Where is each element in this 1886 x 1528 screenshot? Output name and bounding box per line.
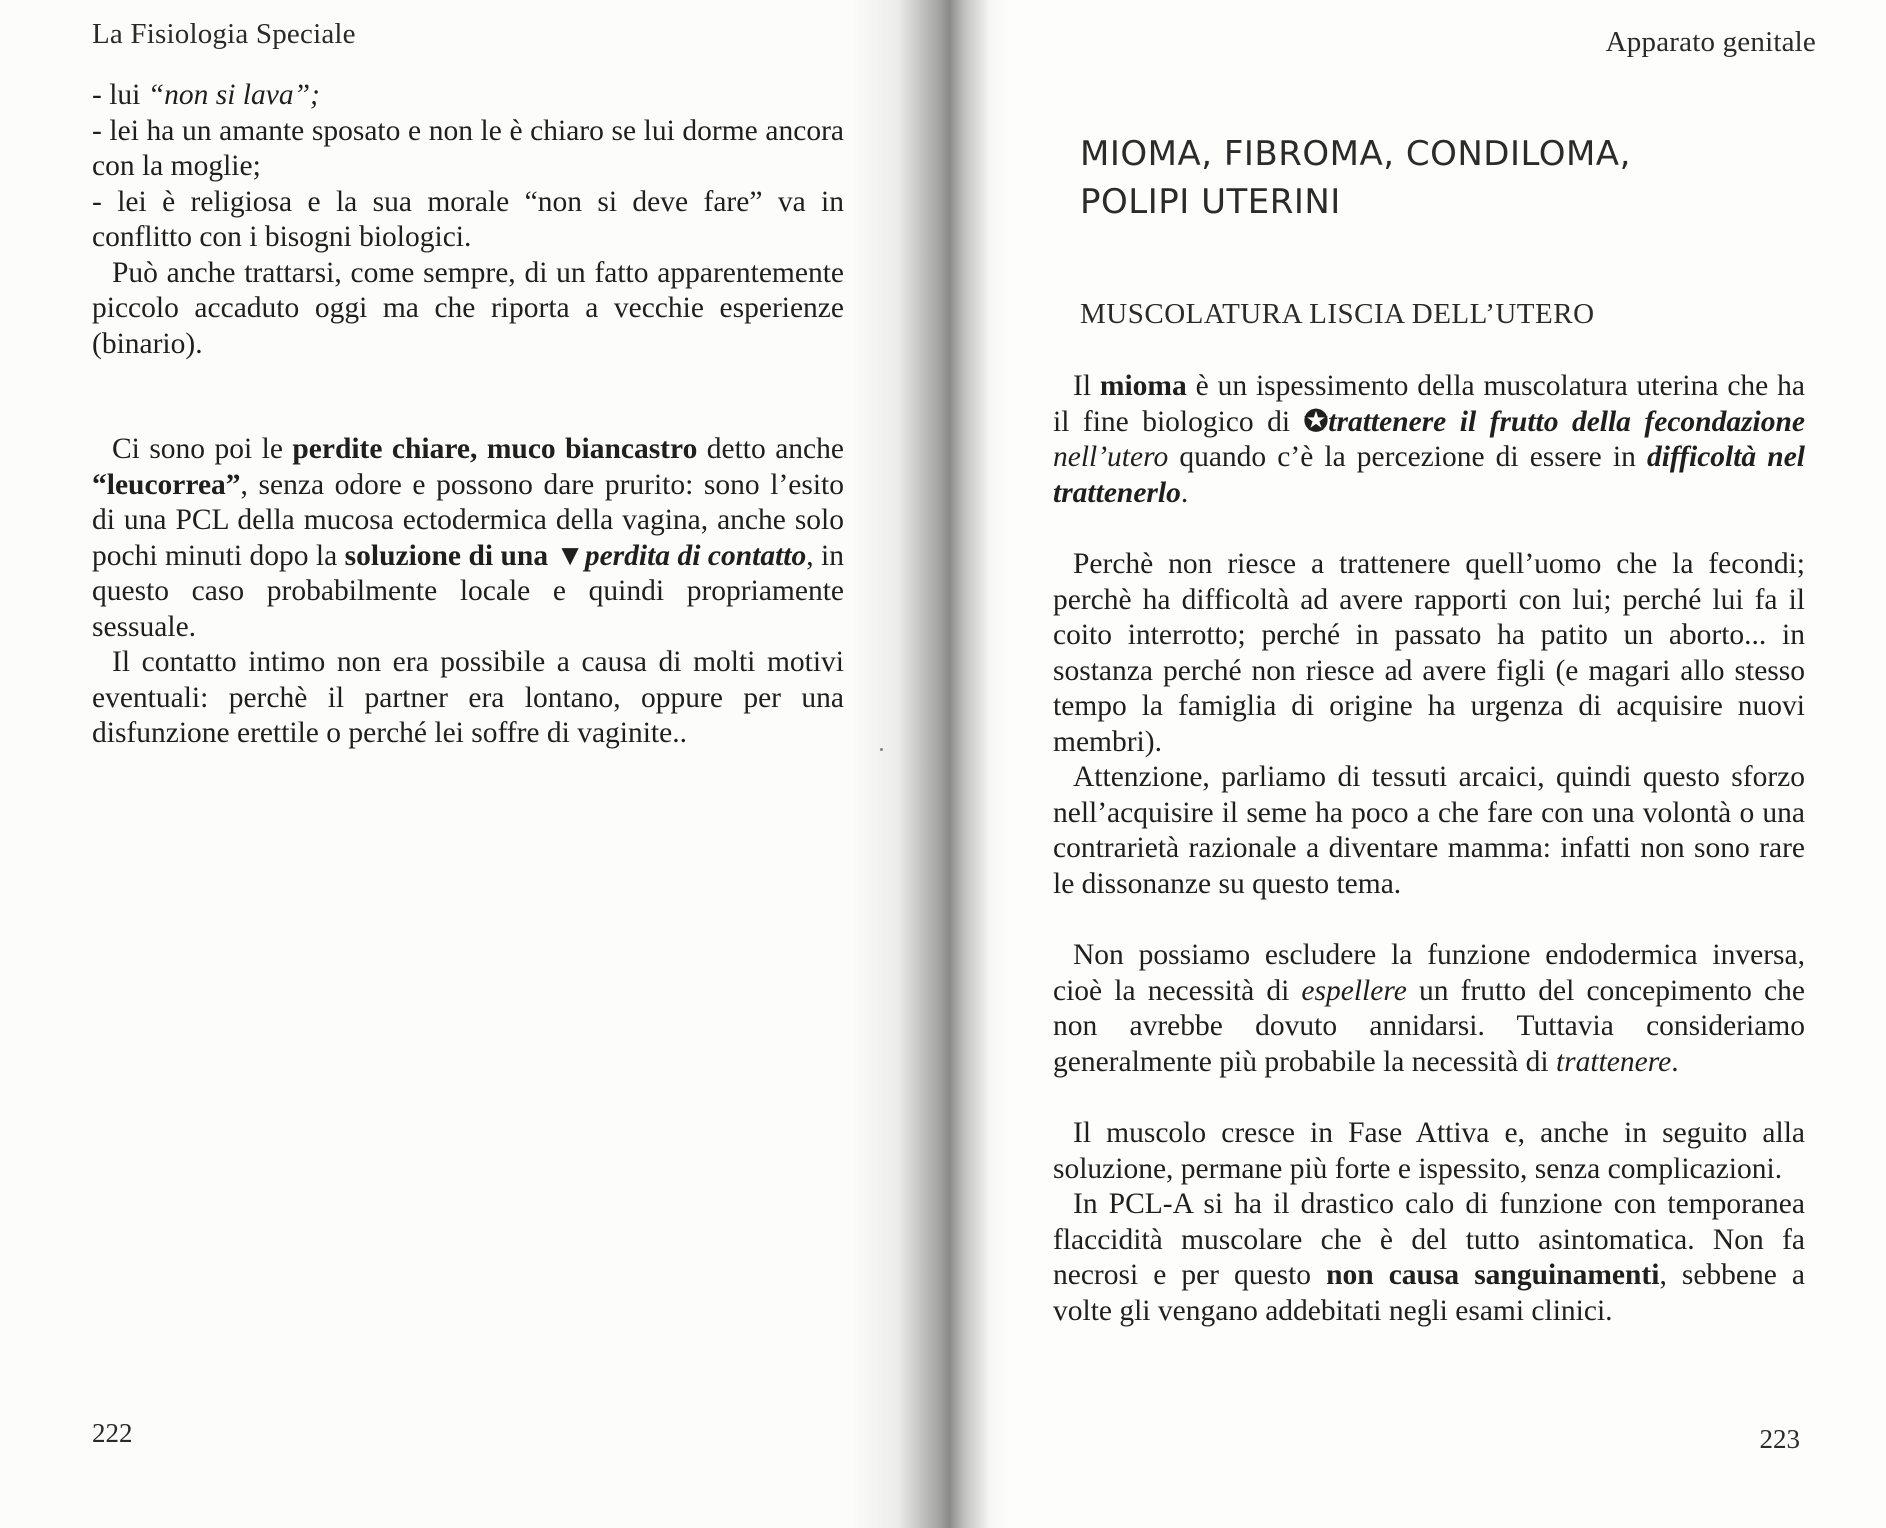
paragraph: Il contatto intimo non era possibile a causa di molti motivi eventuali: perchè il partner era lontano, oppure per una disfunzione erettile o perché lei soffre di vaginite.. xyxy=(92,646,844,749)
text-run: . xyxy=(1671,1045,1679,1078)
left-text-block-2 xyxy=(92,432,844,752)
paragraph: Attenzione, parliamo di tessuti arcaici, quindi questo sforzo nell’acquisire il seme ha poco a che fare con una volontà o una contrarietà razionale a diventare mamma: infatti non sono rare le dissonanze su questo tema. xyxy=(1053,761,1805,900)
text-run-bold: mioma xyxy=(1099,370,1187,402)
text-run: è un ispessimento della muscolatura uterina che ha il fine biologico di xyxy=(1053,370,1805,438)
text-run-bold-italic: trattenere il frutto della fecondazione xyxy=(1328,405,1806,438)
chapter-title xyxy=(1080,130,1800,226)
text-run: Non possiamo escludere la funzione endodermica inversa, cioè la necessità di xyxy=(1053,939,1805,1007)
text-run-bold-italic: perdita di contatto xyxy=(584,539,807,572)
text-run-italic: nell’utero xyxy=(1053,441,1169,473)
text-run: , in questo caso probabilmente locale e quindi propriamente sessuale. xyxy=(92,539,845,643)
paragraph xyxy=(1053,1187,1805,1329)
circled-star-icon: ✪ xyxy=(1303,405,1329,438)
text-run: , sebbene a volte gli vengano addebitati negli esami clinici. xyxy=(1053,1259,1805,1327)
left-page xyxy=(0,0,930,1528)
text-run-bold-italic: difficoltà nel trattenerlo xyxy=(1053,441,1805,509)
chapter-title-line: POLIPI UTERINI xyxy=(1080,182,1341,222)
text-run: quando c’è la percezione di essere in xyxy=(1168,441,1647,473)
text-run-bold: perdite chiare, muco biancastro xyxy=(292,433,698,465)
paragraph-leucorrea xyxy=(92,432,844,645)
list-item-1 xyxy=(92,78,844,114)
text-run: un frutto del concepimento che non avrebbe dovuto annidarsi. Tuttavia consideriamo generalmente più probabile la necessità di xyxy=(1053,974,1805,1078)
text-run-italic: “non si lava”; xyxy=(147,79,320,111)
section-title: MUSCOLATURA LISCIA DELL’UTERO xyxy=(1080,298,1595,330)
running-head-left: La Fisiologia Speciale xyxy=(92,18,356,50)
text-run-italic: espellere xyxy=(1301,974,1407,1007)
text-run: Ci sono poi le xyxy=(112,433,293,465)
right-text-block-1 xyxy=(1053,369,1805,1329)
paragraph: Può anche trattarsi, come sempre, di un fatto apparentemente piccolo accaduto oggi ma che riporta a vecchie esperienze (binario). xyxy=(92,256,844,360)
text-run-italic: trattenere xyxy=(1555,1045,1672,1078)
paragraph: Il muscolo cresce in Fase Attiva e, anche in seguito alla soluzione, permane più forte e ispessito, senza complicazioni. xyxy=(1053,1117,1805,1185)
paragraph-mioma xyxy=(1053,369,1805,511)
book-gutter-shadow xyxy=(850,0,1010,1528)
page-number-right: 223 xyxy=(1759,1424,1800,1454)
text-run: In PCL-A si ha il drastico calo di funzione con temporanea flaccidità muscolare che è del tutto asintomatica. Non fa necrosi e per questo xyxy=(1053,1188,1805,1291)
text-run-bold: “leucorrea” xyxy=(92,468,241,501)
text-run: detto anche xyxy=(697,433,844,465)
paragraph xyxy=(1053,938,1805,1080)
text-run: . xyxy=(1180,476,1189,509)
text-run: , senza odore e possono dare prurito: sono l’esito di una PCL della mucosa ectodermica della vagina, anche solo pochi minuti dopo la xyxy=(92,468,844,572)
text-run-bold: soluzione di una xyxy=(344,539,549,572)
paragraph: Perchè non riesce a trattenere quell’uomo che la fecondi; perchè ha difficoltà ad avere rapporti con lui; perché lui fa il coito interrotto; perché in passato ha patito un aborto... in sostanza perché non riesce ad avere figli (e magari allo stesso tempo la famiglia di origine ha urgenza di acquisire nuovi membri). xyxy=(1053,548,1805,758)
right-page xyxy=(930,0,1886,1528)
list-item-2: - lei ha un amante sposato e non le è chiaro se lui dorme ancora con la moglie; xyxy=(92,114,844,182)
text-run: Il xyxy=(1073,370,1100,402)
text-run-bold: non causa sanguinamenti xyxy=(1326,1259,1660,1291)
down-triangle-icon: ▼ xyxy=(555,539,585,572)
left-text-block-1 xyxy=(92,78,844,362)
list-item-3: - lei è religiosa e la sua morale “non si deve fare” va in conflitto con i bisogni biologici. xyxy=(92,185,844,253)
running-head-right: Apparato genitale xyxy=(1605,26,1816,58)
page-number-left: 222 xyxy=(92,1418,133,1448)
text-run: - lui xyxy=(92,79,148,111)
chapter-title-line: MIOMA, FIBROMA, CONDILOMA, xyxy=(1080,134,1631,174)
